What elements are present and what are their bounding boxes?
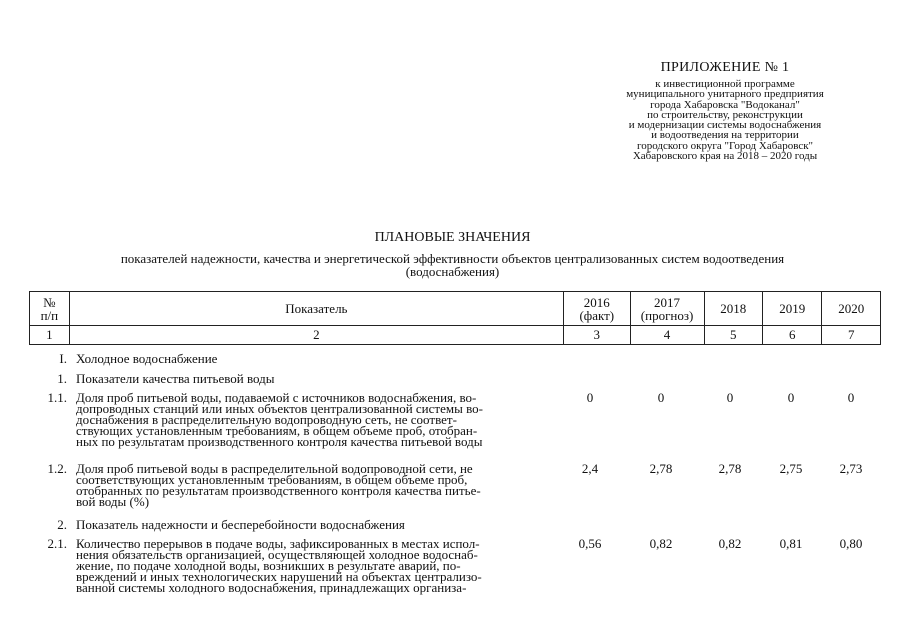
header-2018: 2018 [704,292,762,326]
header-2017-line: 2017 [654,294,681,310]
value-2019: 0 [787,390,795,405]
row-label-line: ных по результатам производственного контроля качества питьевой воды [76,434,483,449]
header-2016-line: (факт) [579,307,615,323]
row-label-line: допроводных станций или иных объектов централизованной системы во- [76,401,483,416]
row-label-line: Холодное водоснабжение [76,351,218,366]
row-number: 2.1. [47,536,67,551]
row-label-line: соответствующих установленным требованиям, в общем объеме проб, [76,472,468,487]
appendix-title: ПРИЛОЖЕНИЕ № 1 [660,60,790,75]
appendix-line: муниципального унитарного предприятия [626,88,824,101]
value-2016: 2,4 [581,461,599,476]
header-num-line: № [43,294,56,310]
column-number: 1 [30,326,70,345]
document-title: ПЛАНОВЫЕ ЗНАЧЕНИЯ [374,230,531,245]
row-number: 1. [57,371,67,386]
value-2016: 0 [586,390,594,405]
column-number: 7 [822,326,881,345]
column-number: 2 [69,326,563,345]
row-label [76,353,576,364]
header-2017 [630,292,704,326]
row-number: 2. [57,517,67,532]
appendix-line: городского округа "Город Хабаровск" [636,139,814,152]
value-2017: 2,78 [649,461,673,476]
row-number: I. [59,351,67,366]
value-2016: 0,56 [578,536,602,551]
value-2020: 2,73 [839,461,863,476]
row-label [76,519,576,530]
row-label-line: ствующих установленным требованиям, в общем объеме проб, отобран- [76,423,478,438]
value-2017: 0,82 [649,536,673,551]
row-label-line: ванной системы холодного водоснабжения, принадлежащих организа- [76,580,467,595]
header-indicator: Показатель [69,292,563,326]
column-number: 3 [564,326,631,345]
row-label-line: Показатели качества питьевой воды [76,371,275,386]
header-2020: 2020 [822,292,881,326]
appendix-header [560,60,890,161]
row-label [76,463,576,507]
header-row [30,292,881,326]
header-num-line: п/п [40,307,59,323]
indicators-table-header [29,291,881,345]
value-2020: 0 [847,390,855,405]
column-number-row [30,326,881,345]
document-subtitle [60,252,845,278]
column-number: 6 [763,326,822,345]
row-label-line: доснабжения в распределительную водопроводную сеть, не соответ- [76,412,457,427]
row-label-line: вреждений и иных технологических нарушений на объектах централизо- [76,569,482,584]
row-label-line: жение, по подаче холодной воды, возникших в результате аварий, по- [76,558,461,573]
value-2019: 0,81 [779,536,803,551]
document-subtitle-line: показателей надежности, качества и энергетической эффективности объектов централизованных систем водоотведения [120,251,785,266]
row-label-line: Количество перерывов в подаче воды, зафиксированных в местах испол- [76,536,480,551]
appendix-line: по строительству, реконструкции [647,108,803,121]
row-label-line: нения обязательств организацией, осуществляющей холодное водоснаб- [76,547,478,562]
value-2018: 2,78 [718,461,742,476]
row-number: 1.1. [47,390,67,405]
row-label-line: вой воды (%) [76,494,150,509]
appendix-line: и водоотведения на территории [651,129,799,142]
value-2017: 0 [657,390,665,405]
row-label-line: Доля проб питьевой воды, подаваемой с источников водоснабжения, во- [76,390,477,405]
header-2017-line: (прогноз) [640,307,694,323]
row-number: 1.2. [47,461,67,476]
value-2018: 0,82 [718,536,742,551]
document-subtitle-line: (водоснабжения) [405,264,500,279]
appendix-line: к инвестиционной программе [655,78,795,90]
value-2019: 2,75 [779,461,803,476]
appendix-line: Хабаровского края на 2018 – 2020 годы [632,150,818,163]
header-2019: 2019 [763,292,822,326]
row-label-line: Показатель надежности и бесперебойности водоснабжения [76,517,405,532]
value-2018: 0 [726,390,734,405]
header-num [30,292,70,326]
appendix-line: города Хабаровска "Водоканал" [650,98,800,111]
row-label-line: Доля проб питьевой воды в распределительной водопроводной сети, не [76,461,473,476]
column-number: 4 [630,326,704,345]
header-2016-line: 2016 [583,294,610,310]
row-label [76,392,576,447]
column-number: 5 [704,326,762,345]
row-label [76,373,576,384]
header-2016 [564,292,631,326]
appendix-line: и модернизации системы водоснабжения [628,119,822,132]
row-label-line: отобранных по результатам производственного контроля качества питье- [76,483,481,498]
value-2020: 0,80 [839,536,863,551]
row-label [76,538,576,593]
